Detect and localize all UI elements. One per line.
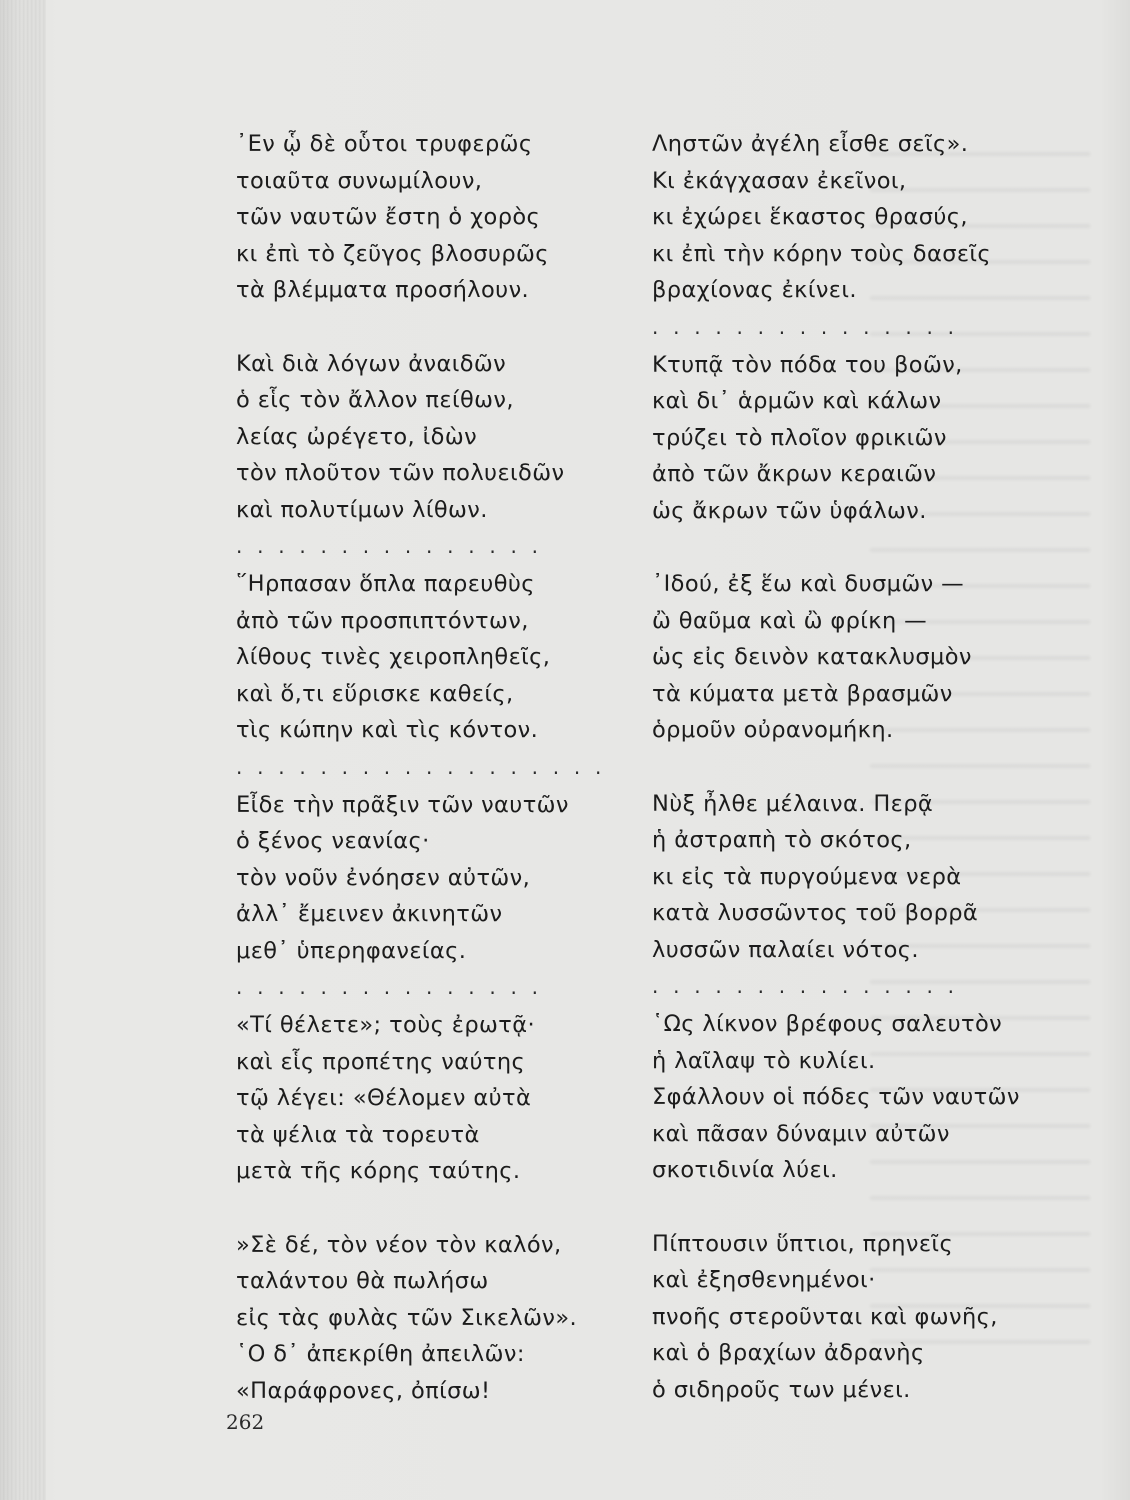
verse-line: Πίπτουσιν ὕπτιοι, πρηνεῖς (652, 1230, 954, 1257)
verse-line: ὡς εἰς δεινὸν κατακλυσμὸν (652, 644, 972, 670)
stanza (652, 1226, 1072, 1409)
ellipsis-divider: . . . . . . . . . . . . . . . (236, 534, 543, 558)
verse-line: μεθ᾿ ὑπερηφανείας. (236, 937, 467, 964)
verse-line: τῶν ναυτῶν ἔστη ὁ χορὸς (236, 204, 541, 230)
poem-column-right (652, 126, 1072, 1408)
verse-line: ῾Ως λίκνον βρέφους σαλευτὸν (652, 1011, 1003, 1037)
stanza (236, 126, 656, 309)
verse-line: ἡ ἀστραπὴ τὸ σκότος, (652, 827, 912, 853)
poem-column-left (236, 126, 656, 1409)
verse-line: βραχίονας ἐκίνει. (652, 277, 857, 303)
verse-line: τῷ λέγει: «Θέλομεν αὐτὰ (236, 1085, 532, 1111)
stanza (236, 787, 656, 1006)
stanza (652, 566, 1072, 749)
verse-line: καὶ ἐξησθενημένοι· (652, 1267, 876, 1293)
verse-line: καὶ εἷς προπέτης ναύτης (236, 1048, 526, 1075)
verse-line: Κι ἐκάγχασαν ἐκεῖνοι, (652, 167, 907, 194)
verse-line: λείας ὠρέγετο, ἰδὼν (236, 423, 478, 450)
stanza (652, 347, 1072, 530)
verse-line: ὁ εἷς τὸν ἄλλον πείθων, (236, 387, 514, 413)
ellipsis-divider: . . . . . . . . . . . . . . . (652, 974, 959, 998)
verse-line: κι ἐχώρει ἕκαστος θρασύς, (652, 204, 968, 230)
verse-line: «Τί θέλετε»; τοὺς ἐρωτᾷ· (236, 1012, 535, 1038)
verse-line: τοιαῦτα συνωμίλουν, (236, 167, 483, 194)
verse-line: τὸν πλοῦτον τῶν πολυειδῶν (236, 460, 565, 486)
verse-line: Σφάλλουν οἱ πόδες τῶν ναυτῶν (652, 1084, 1020, 1110)
verse-line: ἀλλ᾿ ἔμεινεν ἀκινητῶν (236, 901, 503, 927)
verse-line: λίθους τινὲς χειροπληθεῖς, (236, 644, 551, 670)
verse-line: σκοτιδινία λύει. (652, 1157, 838, 1183)
ellipsis-divider: . . . . . . . . . . . . . . . (652, 314, 959, 339)
ellipsis-divider: . . . . . . . . . . . . . . . . . . (236, 754, 606, 779)
verse-line: εἰς τὰς φυλὰς τῶν Σικελῶν». (236, 1304, 578, 1331)
verse-line: τὶς κώπην καὶ τὶς κόντον. (236, 717, 539, 743)
stanza (652, 786, 1072, 1005)
verse-line: καὶ πολυτίμων λίθων. (236, 496, 488, 523)
verse-line: καὶ ὁ βραχίων ἀδρανὴς (652, 1340, 925, 1366)
verse-line: Ληστῶν ἀγέλη εἶσθε σεῖς». (652, 131, 969, 157)
verse-line: Κτυπᾷ τὸν πόδα του βοῶν, (652, 351, 963, 378)
verse-line: »Σὲ δέ, τὸν νέον τὸν καλόν, (236, 1231, 562, 1258)
stanza (652, 1006, 1072, 1189)
verse-line: τὰ κύματα μετὰ βρασμῶν (652, 680, 953, 707)
verse-line: τὰ ψέλια τὰ τορευτὰ (236, 1121, 480, 1148)
verse-line: κατὰ λυσσῶντος τοῦ βορρᾶ (652, 900, 979, 926)
verse-line: κι ἐπὶ τὴν κόρην τοὺς δασεῖς (652, 240, 992, 267)
verse-line: πνοῆς στεροῦνται καὶ φωνῆς, (652, 1303, 998, 1330)
verse-line: καὶ πᾶσαν δύναμιν αὐτῶν (652, 1120, 950, 1147)
verse-line: κι ἐπὶ τὸ ζεῦγος βλοσυρῶς (236, 240, 549, 267)
verse-line: κι εἰς τὰ πυργούμενα νερὰ (652, 863, 962, 890)
verse-line: ὡς ἄκρων τῶν ὑφάλων. (652, 497, 927, 524)
verse-line: ὁ σιδηροῦς των μένει. (652, 1376, 911, 1403)
verse-line: Καὶ διὰ λόγων ἀναιδῶν (236, 350, 507, 377)
verse-line: ἀπὸ τῶν ἄκρων κεραιῶν (652, 461, 937, 487)
verse-line: ᾿Εν ᾧ δὲ οὗτοι τρυφερῶς (236, 131, 533, 157)
verse-line: ὁρμοῦν οὐρανομήκη. (652, 717, 894, 743)
ellipsis-divider: . . . . . . . . . . . . . . . (236, 975, 543, 999)
verse-line: ἡ λαῖλαψ τὸ κυλίει. (652, 1047, 876, 1074)
stanza (236, 1227, 656, 1410)
verse-line: Νὺξ ἦλθε μέλαινα. Περᾷ (652, 790, 934, 817)
verse-line: τὸν νοῦν ἐνόησεν αὐτῶν, (236, 864, 531, 891)
verse-line: μετὰ τῆς κόρης ταύτης. (236, 1158, 521, 1184)
verse-line: ταλάντου θὰ πωλήσω (236, 1268, 489, 1294)
verse-line: ἀπὸ τῶν προσπιπτόντων, (236, 607, 529, 634)
verse-line: λυσσῶν παλαίει νότος. (652, 936, 919, 963)
page-edge-shadow (0, 0, 46, 1500)
verse-line: ὁ ξένος νεανίας· (236, 828, 430, 854)
verse-line: ῾Ο δ᾿ ἀπεκρίθη ἀπειλῶν: (236, 1341, 525, 1367)
stanza (652, 126, 1072, 345)
stanza (236, 566, 656, 785)
verse-line: ῞Ηρπασαν ὅπλα παρευθὺς (236, 571, 535, 597)
verse-line: ᾿Ιδού, ἐξ ἕω καὶ δυσμῶν — (652, 571, 965, 597)
page-number: 262 (226, 1410, 265, 1434)
verse-line: ὢ θαῦμα καὶ ὢ φρίκη — (652, 607, 928, 634)
verse-line: τρύζει τὸ πλοῖον φρικιῶν (652, 424, 947, 451)
verse-line: καὶ ὅ,τι εὕρισκε καθείς, (236, 680, 514, 707)
verse-line: καὶ δι᾿ ἁρμῶν καὶ κάλων (652, 388, 942, 414)
verse-line: Εἶδε τὴν πρᾶξιν τῶν ναυτῶν (236, 791, 569, 818)
stanza (236, 1007, 656, 1190)
verse-line: τὰ βλέμματα προσήλουν. (236, 277, 530, 303)
verse-line: «Παράφρονες, ὀπίσω! (236, 1377, 491, 1404)
stanza (236, 346, 656, 565)
